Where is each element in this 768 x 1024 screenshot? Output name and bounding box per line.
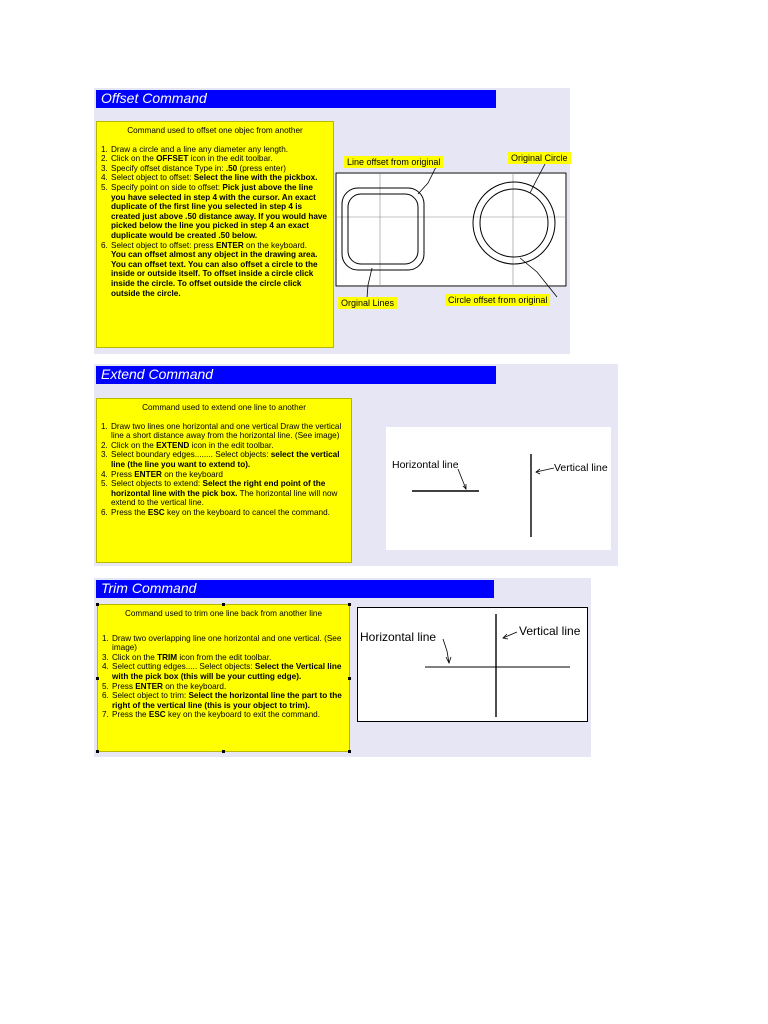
step-text: Select cutting edges..... Select objects: [112, 662, 255, 672]
step-text: Select objects to extend: [111, 479, 203, 489]
step-item [102, 662, 345, 681]
step-item [101, 479, 347, 508]
selection-handle[interactable] [96, 677, 99, 680]
offset-title: Offset Command [96, 90, 496, 108]
step-item [102, 682, 345, 692]
step-text: ENTER [135, 681, 163, 691]
step-text: Click on the [111, 440, 157, 450]
step-text: Draw two overlapping line one horizontal and one vertical. (See image) [112, 633, 342, 653]
selection-handle[interactable] [348, 677, 351, 680]
step-text: Press [112, 681, 136, 691]
trim-instructions [97, 604, 350, 752]
step-item [102, 653, 345, 663]
step-text: key on the keyboard to exit the command. [165, 710, 321, 720]
label-line-offset: Line offset from original [344, 156, 443, 168]
label-circle-offset: Circle offset from original [445, 294, 550, 306]
trim-diagram [357, 607, 588, 722]
step-text: Click on the [111, 154, 157, 164]
extend-label-vertical: Vertical line [554, 462, 608, 474]
step-text: icon from the edit toolbar. [177, 652, 272, 662]
trim-title: Trim Command [96, 580, 494, 598]
step-number: 2. [101, 154, 108, 164]
step-text: TRIM [157, 652, 178, 662]
step-text: key on the keyboard to cancel the command. [164, 507, 330, 517]
trim-subtitle: Command used to trim one line back from another line [124, 609, 323, 618]
step-text: select the vertical line (the line you want to extend to). [111, 450, 340, 469]
extend-title: Extend Command [96, 366, 496, 384]
step-text: ESC [147, 507, 165, 517]
step-text: ENTER [134, 469, 162, 479]
extend-drawing [386, 427, 611, 550]
original-rounded-rect [348, 194, 418, 264]
step-item [101, 145, 329, 155]
trim-label-vertical: Vertical line [519, 624, 581, 638]
step-text: on the keyboard. [243, 240, 308, 250]
step-number: 6. [102, 691, 109, 701]
step-text: (press enter) [237, 163, 286, 173]
selection-handle[interactable] [348, 750, 351, 753]
step-item [101, 441, 347, 451]
step-number: 4. [101, 173, 108, 183]
label-original-lines: Orginal Lines [338, 297, 397, 309]
selection-handle[interactable] [348, 603, 351, 606]
step-text: .50 [225, 163, 238, 173]
selection-handle[interactable] [96, 603, 99, 606]
step-text: Select the right end point of the horizontal line with the pick box. [111, 479, 326, 498]
step-text: Draw a circle and a line any diameter any length. [111, 144, 289, 154]
step-number: 7. [102, 710, 109, 720]
trim-steps [102, 634, 345, 720]
step-item [101, 173, 329, 183]
step-text: Select the line with the pickbox. [193, 173, 318, 183]
step-number: 1. [101, 144, 108, 154]
step-text: Select object to offset: press [111, 240, 216, 250]
selection-handle[interactable] [96, 750, 99, 753]
step-text: Pick just above the line you have selected in step 4 with the cursor. An exact duplicate of the first line you selected in step 4 is created just above .50 distance away. If you would have picked below the line you picked in step 4 an exact duplicate would be created .50 below. [111, 182, 327, 240]
offset-diagram [335, 172, 567, 287]
step-text: Specify offset distance Type in: [111, 163, 226, 173]
step-text: ESC [148, 710, 166, 720]
step-item [101, 183, 329, 241]
step-text: Click on the [112, 652, 158, 662]
selection-handle[interactable] [222, 750, 225, 753]
step-item [101, 154, 329, 164]
step-number: 5. [101, 479, 108, 489]
extend-instructions [96, 398, 352, 563]
step-text: Press the [112, 710, 149, 720]
offset-rounded-rect [342, 188, 424, 270]
offset-circle [480, 189, 548, 257]
step-number: 5. [102, 681, 109, 691]
step-text: Draw two lines one horizontal and one vertical Draw the vertical line a short distance away from the horizontal line. (See image) [111, 421, 342, 441]
step-item [101, 241, 329, 251]
extend-diagram [386, 427, 611, 550]
step-number: 1. [102, 633, 109, 643]
step-text: Select the horizontal line the part to the right of the vertical line (this is your object to trim). [112, 691, 342, 710]
extend-steps [101, 422, 347, 518]
selection-handle[interactable] [222, 603, 225, 606]
offset-subtitle: Command used to offset one objec from another [127, 126, 303, 135]
offset-drawing [335, 172, 567, 287]
original-circle [473, 182, 555, 264]
step-text: OFFSET [156, 154, 189, 164]
step-text: Select object to trim: [112, 691, 189, 701]
step-number: 4. [101, 469, 108, 479]
step-text: Press [111, 469, 135, 479]
step-text: icon in the edit toolbar. [189, 440, 274, 450]
step-text: on the keyboard [161, 469, 223, 479]
step-item [101, 164, 329, 174]
step-item [101, 450, 347, 469]
step-item [101, 470, 347, 480]
step-item [102, 710, 345, 720]
step-text: EXTEND [156, 440, 190, 450]
offset-steps [101, 145, 329, 251]
step-number: 3. [102, 652, 109, 662]
step-item [102, 691, 345, 710]
step-text: Select the Vertical line with the pick box (this will be your cutting edge). [112, 662, 342, 681]
step-number: 1. [101, 421, 108, 431]
step-number: 3. [101, 450, 108, 460]
step-number: 6. [101, 507, 108, 517]
step-text: ENTER [215, 240, 244, 250]
extend-label-horizontal: Horizontal line [392, 459, 459, 471]
step-text: Select object to offset: [111, 173, 194, 183]
step-text: Press the [111, 507, 148, 517]
step-number: 5. [101, 182, 108, 192]
step-item [101, 422, 347, 441]
step-text: The horizontal line will now extend to the vertical line. [111, 488, 338, 508]
offset-instructions [96, 121, 334, 348]
extend-subtitle: Command used to extend one line to another [142, 403, 306, 412]
step-item [101, 508, 347, 518]
step-text: Specify point on side to offset: [111, 182, 223, 192]
step-item [102, 634, 345, 653]
step-number: 6. [101, 240, 108, 250]
label-original-circle: Original Circle [508, 152, 571, 164]
trim-label-horizontal: Horizontal line [360, 630, 437, 644]
step-text: Select boundary edges........ Select objects: [111, 450, 271, 460]
offset-extra-note: You can offset almost any object in the drawing area. You can offset text. You can also offset a circle to the inside or outside itself. To offset inside a circle click inside the circle. To offset outside the circle click outside the circle. [111, 250, 318, 298]
step-number: 4. [102, 662, 109, 672]
step-number: 3. [101, 163, 108, 173]
step-number: 2. [101, 440, 108, 450]
step-text: icon in the edit toolbar. [188, 154, 273, 164]
step-text: on the keyboard. [162, 681, 227, 691]
